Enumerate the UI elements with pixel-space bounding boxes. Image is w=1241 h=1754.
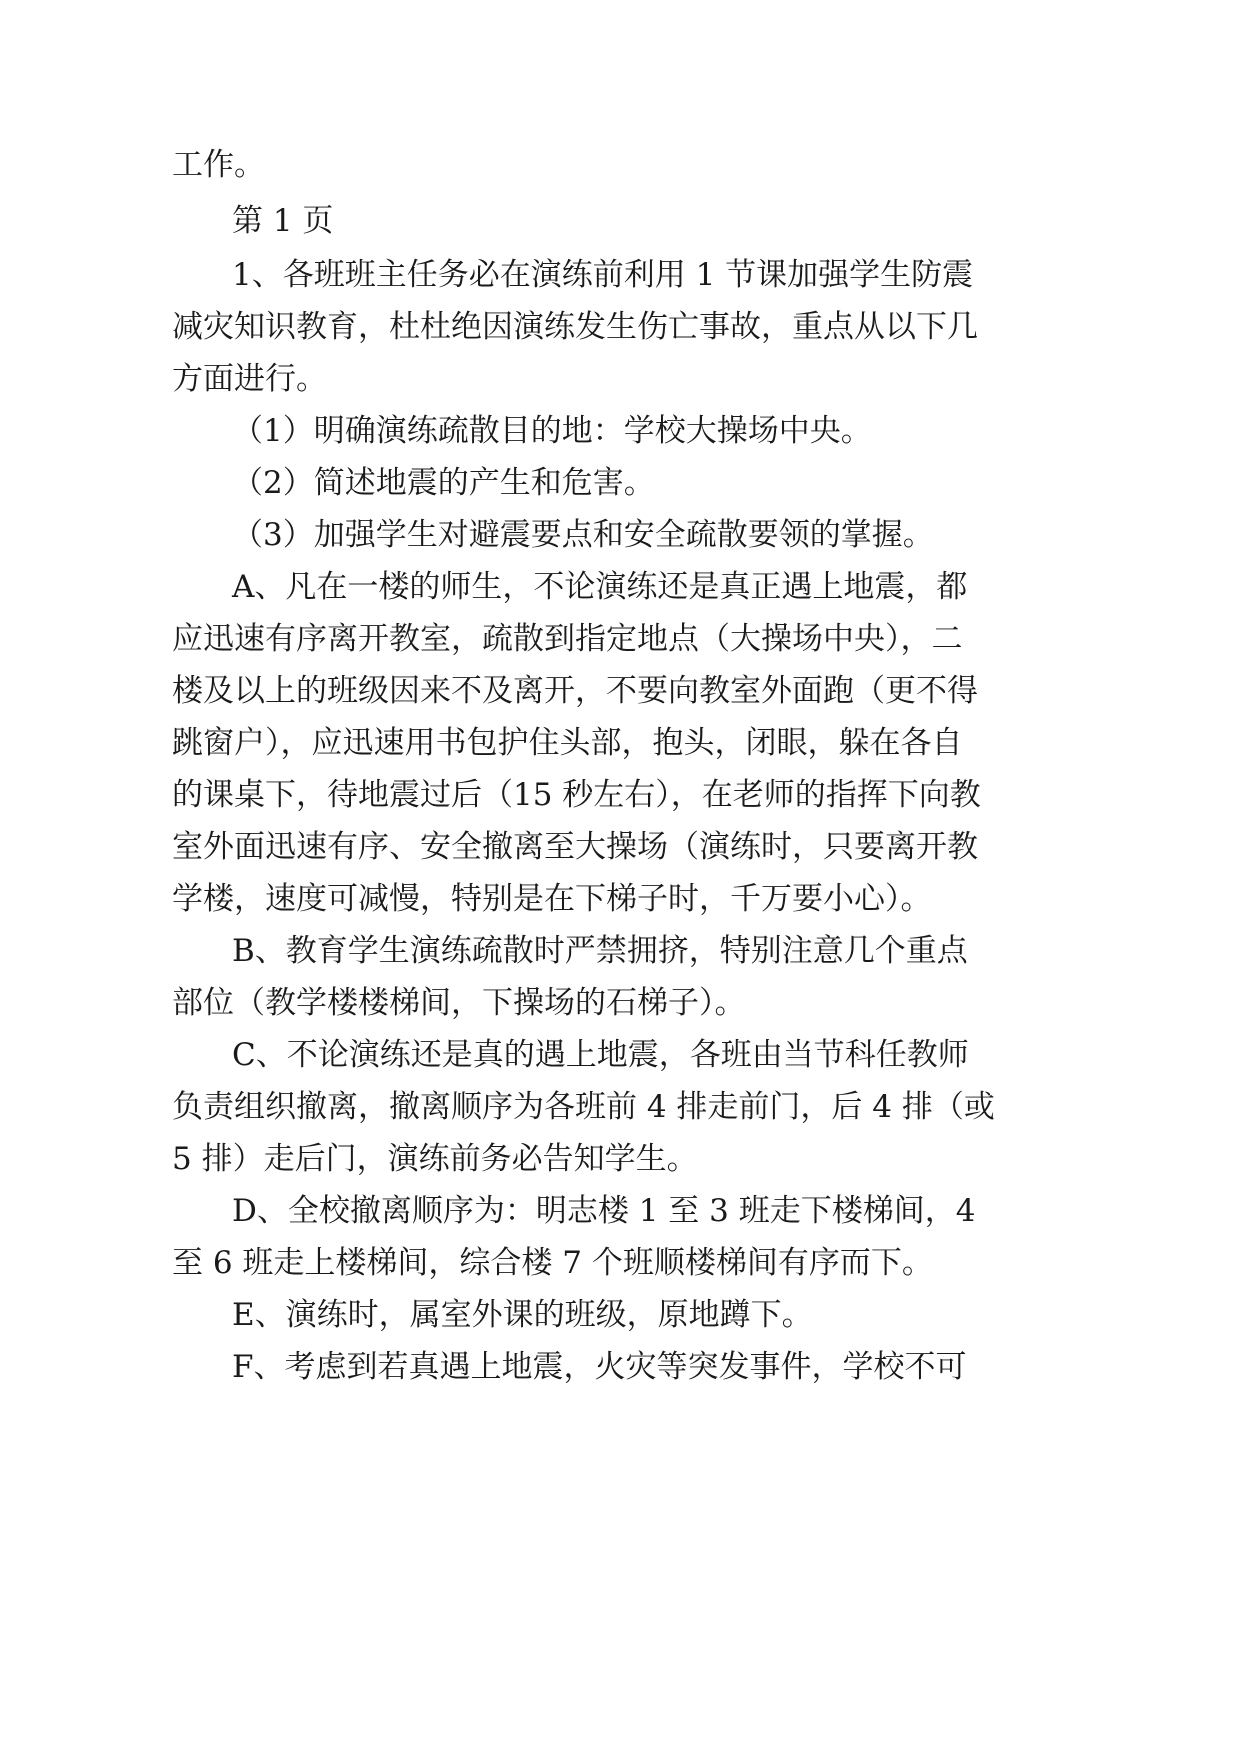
- page-number-line: [0, 192, 1241, 250]
- text-line-8: [0, 506, 1241, 564]
- paragraph-text: 5 排）走后门，演练前务必告知学生。: [172, 1141, 698, 1177]
- paragraph-text: 1、各班班主任务必在演练前利用 1 节课加强学生防震: [232, 257, 974, 293]
- text-line-14: [0, 818, 1241, 876]
- list-item-text: （2）简述地震的产生和危害。: [232, 465, 655, 501]
- paragraph-text: D、全校撤离顺序为：明志楼 1 至 3 班走下楼梯间，4: [232, 1193, 976, 1229]
- text-line-19: [0, 1078, 1241, 1136]
- text-line-20: [0, 1130, 1241, 1188]
- paragraph-text: 方面进行。: [172, 361, 327, 397]
- text-line-11: [0, 662, 1241, 720]
- text-line-1: [0, 136, 1241, 194]
- paragraph-text: 学楼，速度可减慢，特别是在下梯子时，千万要小心）。: [172, 881, 932, 917]
- text-line-15: [0, 870, 1241, 928]
- list-item-text: （3）加强学生对避震要点和安全疏散要领的掌握。: [232, 517, 934, 553]
- text-line-22: [0, 1234, 1241, 1292]
- text-line-10: [0, 610, 1241, 668]
- text-line-7: [0, 454, 1241, 512]
- paragraph-text: 跳窗户），应迅速用书包护住头部，抱头，闭眼，躲在各自: [172, 725, 963, 761]
- paragraph-text: 工作。: [172, 147, 265, 183]
- text-line-5: [0, 350, 1241, 408]
- text-line-18: [0, 1026, 1241, 1084]
- text-line-21: [0, 1182, 1241, 1240]
- text-line-4: [0, 298, 1241, 356]
- text-line-12: [0, 714, 1241, 772]
- paragraph-text: 部位（教学楼楼梯间，下操场的石梯子）。: [172, 985, 746, 1021]
- paragraph-text: E、演练时，属室外课的班级，原地蹲下。: [232, 1297, 813, 1333]
- paragraph-text: 楼及以上的班级因来不及离开，不要向教室外面跑（更不得: [172, 673, 978, 709]
- page-number: 第 1 页: [232, 203, 334, 239]
- paragraph-text: C、不论演练还是真的遇上地震，各班由当节科任教师: [232, 1037, 969, 1073]
- text-line-3: [0, 246, 1241, 304]
- text-line-16: [0, 922, 1241, 980]
- paragraph-text: 至 6 班走上楼梯间，综合楼 7 个班顺楼梯间有序而下。: [172, 1245, 933, 1281]
- paragraph-text: A、凡在一楼的师生，不论演练还是真正遇上地震，都: [232, 569, 968, 605]
- paragraph-text: 减灾知识教育，杜杜绝因演练发生伤亡事故，重点从以下几: [172, 309, 978, 345]
- paragraph-text: 负责组织撤离，撤离顺序为各班前 4 排走前门，后 4 排（或: [172, 1089, 995, 1125]
- text-line-6: [0, 402, 1241, 460]
- paragraph-text: B、教育学生演练疏散时严禁拥挤，特别注意几个重点: [232, 933, 968, 969]
- text-line-23: [0, 1286, 1241, 1344]
- text-line-17: [0, 974, 1241, 1032]
- list-item-text: （1）明确演练疏散目的地：学校大操场中央。: [232, 413, 872, 449]
- paragraph-text: 应迅速有序离开教室，疏散到指定地点（大操场中央），二: [172, 621, 963, 657]
- text-line-24: [0, 1338, 1241, 1396]
- paragraph-text: 的课桌下，待地震过后（15 秒左右），在老师的指挥下向教: [172, 777, 981, 813]
- paragraph-text: F、考虑到若真遇上地震，火灾等突发事件，学校不可: [232, 1349, 967, 1385]
- text-line-9: [0, 558, 1241, 616]
- paragraph-text: 室外面迅速有序、安全撤离至大操场（演练时，只要离开教: [172, 829, 978, 865]
- text-line-13: [0, 766, 1241, 824]
